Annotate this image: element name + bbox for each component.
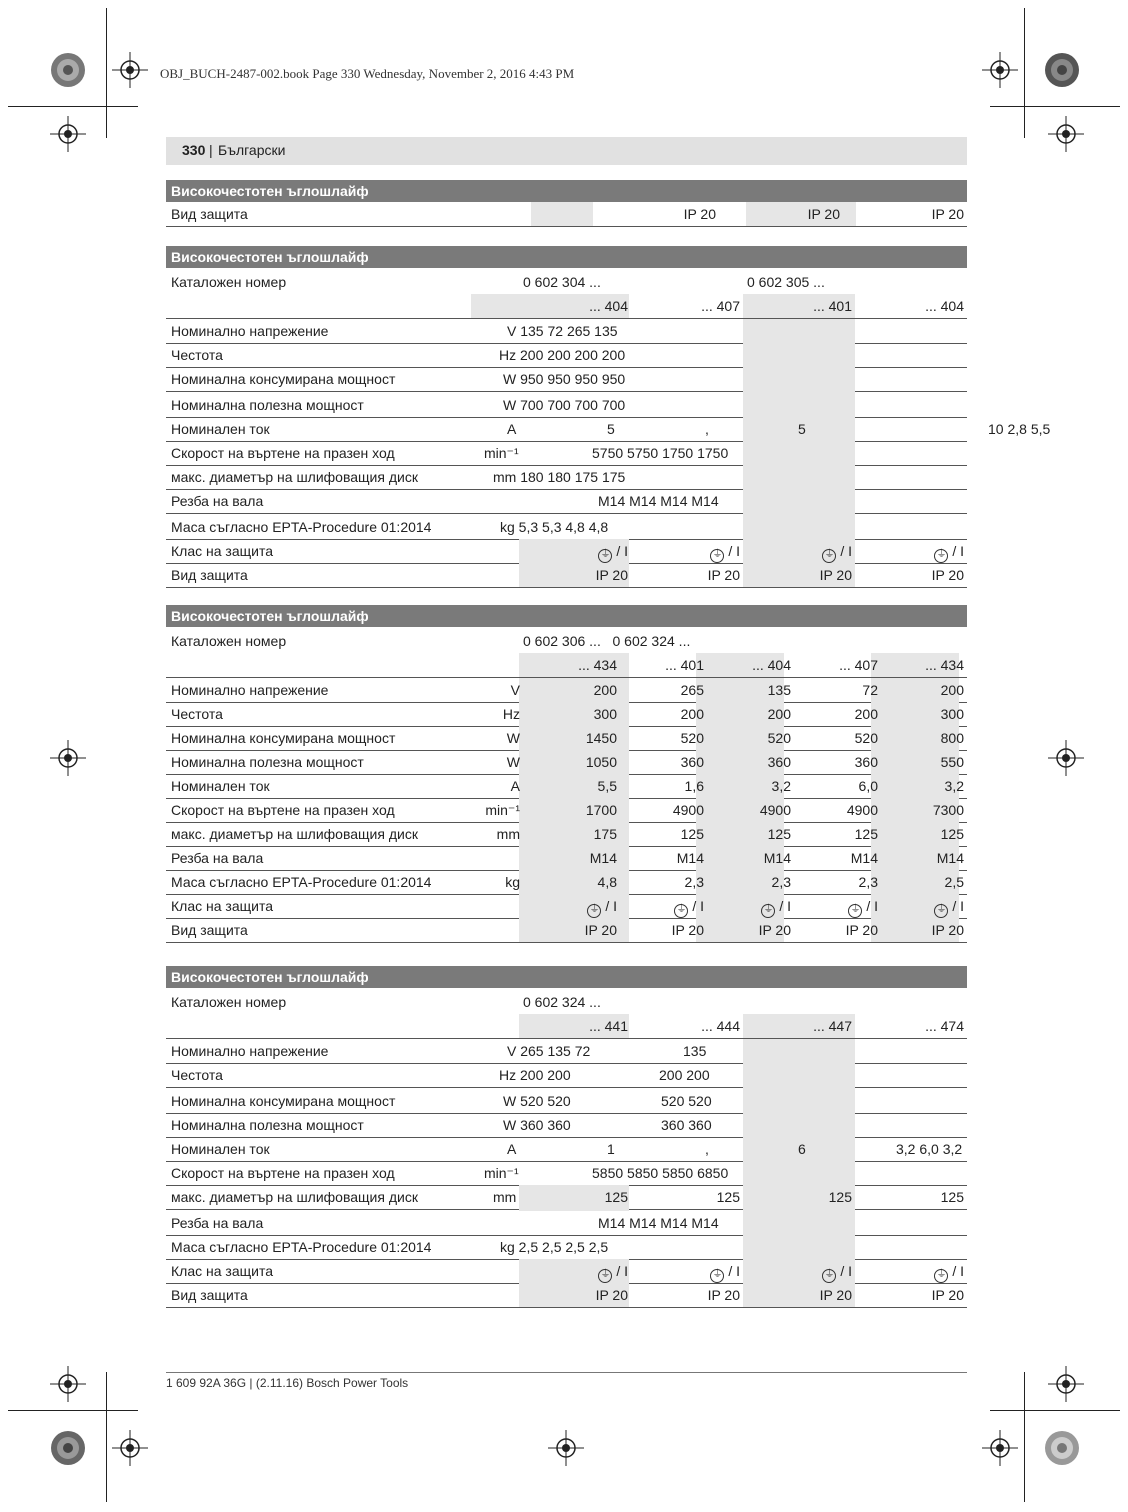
table-row	[166, 1039, 967, 1064]
row-label: Честота	[171, 1067, 223, 1083]
registration-target-icon	[982, 52, 1018, 88]
cell-value: ... 444	[701, 1018, 740, 1034]
cell-value: 300	[593, 706, 617, 722]
cell-value: IP 20	[931, 922, 964, 938]
cell-value: ... 407	[701, 298, 740, 314]
cell-unit: A	[510, 778, 520, 794]
cell-value: 3,2 6,0 3,2	[896, 1141, 963, 1157]
cell-value: IP 20	[758, 922, 791, 938]
cell-value: 2,3	[858, 874, 878, 890]
cell-value: 4,8	[597, 874, 617, 890]
protection-class-icon: ⏚ / I	[710, 1263, 740, 1283]
row-label: макс. диаметър на шлифоващия диск	[171, 1189, 418, 1205]
cell-value: ... 401	[665, 657, 704, 673]
cell-unit: min⁻¹	[484, 445, 519, 461]
table-title: Високочестотен ъглошлайф	[166, 966, 967, 988]
row-label: Резба на вала	[171, 850, 264, 866]
cell-value: 125	[680, 826, 704, 842]
cell-value: W 950 950 950 950	[503, 371, 626, 387]
registration-target-icon	[548, 1430, 584, 1466]
table-row	[166, 465, 967, 490]
cell-value: M14 M14 M14 M14	[598, 1215, 719, 1231]
row-label: Маса съгласно EPTA-Procedure 01:2014	[171, 874, 432, 890]
cell-value: ... 404	[589, 298, 628, 314]
row-label: Клас на защита	[171, 543, 273, 559]
protection-class-icon: ⏚ / I	[761, 898, 791, 918]
cell-value: 265	[680, 682, 704, 698]
protection-class-icon: ⏚ / I	[822, 543, 852, 563]
row-label: Номинална консумирана мощност	[171, 730, 396, 746]
table-row	[166, 202, 967, 227]
row-label: Честота	[171, 347, 223, 363]
table-row	[166, 1113, 967, 1138]
row-label: Клас на защита	[171, 898, 273, 914]
cell-value: IP 20	[584, 922, 617, 938]
cell-value: 360	[767, 754, 791, 770]
cell-value: 200	[680, 706, 704, 722]
protection-class-icon: ⏚ / I	[587, 898, 617, 918]
cell-value: 125	[767, 826, 791, 842]
cell-value: W 360 360	[503, 1117, 571, 1133]
table-row	[166, 417, 967, 442]
row-label: Номинален ток	[171, 421, 270, 437]
cell-value: Hz 200 200	[499, 1067, 571, 1083]
cell-value: 135	[683, 1043, 707, 1059]
table-row	[166, 343, 967, 368]
row-label: Каталожен номер	[171, 633, 287, 649]
cell-value: 5750 5750 1750 1750	[592, 445, 729, 461]
cell-value: 2,3	[684, 874, 704, 890]
table-row	[166, 990, 967, 1014]
row-label: Маса съгласно EPTA-Procedure 01:2014	[171, 1239, 432, 1255]
row-label: Номинална полезна мощност	[171, 1117, 364, 1133]
cell-value: 3,2	[944, 778, 964, 794]
row-label: макс. диаметър на шлифоващия диск	[171, 826, 418, 842]
cell-value: Hz 200 200 200 200	[499, 347, 626, 363]
catalog-number: 0 602 305 ...	[747, 274, 825, 290]
cell-value: 300	[940, 706, 964, 722]
registration-target-icon	[1048, 116, 1084, 152]
table-row	[166, 918, 967, 943]
cell-unit: Hz	[502, 706, 520, 722]
cell-value: 2,5	[944, 874, 964, 890]
cell-value: M14	[589, 850, 617, 866]
cell-value: 3,2	[771, 778, 791, 794]
cell-value: IP 20	[931, 206, 964, 222]
cell-value: V 135 72 265 135	[507, 323, 618, 339]
row-label: Вид защита	[171, 567, 248, 583]
table-row	[166, 515, 967, 540]
row-label: Честота	[171, 706, 223, 722]
cell-value: 72	[862, 682, 878, 698]
row-label: Номинална консумирана мощност	[171, 1093, 396, 1109]
cell-value: V 265 135 72	[507, 1043, 591, 1059]
row-label: Номинален ток	[171, 1141, 270, 1157]
cell-value: 5	[798, 421, 806, 437]
table-row	[166, 1259, 967, 1284]
cell-value: 360	[854, 754, 878, 770]
cell-value: 520	[767, 730, 791, 746]
registration-target-icon	[1048, 1366, 1084, 1402]
cell-value: 360	[680, 754, 704, 770]
crop-mark	[990, 1410, 1120, 1411]
cell-value: ... 404	[752, 657, 791, 673]
catalog-number: 0 602 324 ...	[523, 994, 601, 1010]
table-title: Високочестотен ъглошлайф	[166, 180, 967, 202]
table-row	[166, 1161, 967, 1186]
catalog-number: 0 602 304 ...	[523, 274, 601, 290]
cell-value: kg 5,3 5,3 4,8 4,8	[500, 519, 609, 535]
cell-value: 200	[940, 682, 964, 698]
cell-unit: W	[506, 754, 520, 770]
cell-value: ,	[705, 421, 709, 437]
cell-value: IP 20	[595, 567, 628, 583]
row-label: Каталожен номер	[171, 994, 287, 1010]
cell-value: 7300	[932, 802, 964, 818]
row-label: Скорост на въртене на празен ход	[171, 1165, 395, 1181]
cell-value: IP 20	[707, 1287, 740, 1303]
cell-unit: V	[510, 682, 520, 698]
protection-class-icon: ⏚ / I	[710, 543, 740, 563]
registration-target-icon	[50, 116, 86, 152]
protection-class-icon: ⏚ / I	[822, 1263, 852, 1283]
cell-value: ... 447	[813, 1018, 852, 1034]
cell-value: M14	[850, 850, 878, 866]
table-row	[166, 489, 967, 514]
table-row	[166, 1063, 967, 1088]
cell-value: 200 200	[659, 1067, 710, 1083]
table-row	[166, 1185, 967, 1210]
cell-value: 4900	[759, 802, 791, 818]
color-wheel-icon	[50, 52, 86, 88]
cell-value: 5	[607, 421, 615, 437]
cell-value: 4900	[846, 802, 878, 818]
table-row	[166, 270, 967, 294]
row-label: Скорост на въртене на празен ход	[171, 802, 395, 818]
table-row	[166, 319, 967, 344]
cell-value: 125	[940, 826, 964, 842]
cell-unit: A	[507, 1141, 517, 1157]
table-row	[166, 393, 967, 418]
cell-value: 6	[798, 1141, 806, 1157]
color-wheel-icon	[1044, 52, 1080, 88]
page-header-band	[166, 137, 967, 165]
row-label: Каталожен номер	[171, 274, 287, 290]
cell-value: 1700	[585, 802, 617, 818]
cell-value: 2,3	[771, 874, 791, 890]
cell-value: 800	[940, 730, 964, 746]
table-row	[166, 1283, 967, 1308]
cell-unit: A	[507, 421, 517, 437]
cell-value: 5850 5850 5850 6850	[592, 1165, 729, 1181]
cell-value: 125	[828, 1189, 852, 1205]
cell-unit: min⁻¹	[485, 802, 520, 818]
cell-value: IP 20	[683, 206, 716, 222]
row-label: Номинална полезна мощност	[171, 397, 364, 413]
cell-value: 125	[604, 1189, 628, 1205]
cell-unit: min⁻¹	[484, 1165, 519, 1181]
row-label: Скорост на въртене на празен ход	[171, 445, 395, 461]
cell-value: M14	[763, 850, 791, 866]
cell-value: IP 20	[845, 922, 878, 938]
cell-value: M14 M14 M14 M14	[598, 493, 719, 509]
table-row	[166, 750, 967, 775]
cell-value: 550	[940, 754, 964, 770]
cell-value: ... 474	[925, 1018, 964, 1034]
registration-target-icon	[50, 740, 86, 776]
row-label: Номинално напрежение	[171, 323, 329, 339]
stray-current-values: 10 2,8 5,5	[988, 421, 1051, 437]
crop-mark	[990, 106, 1120, 107]
cell-value: IP 20	[931, 1287, 964, 1303]
protection-class-icon: ⏚ / I	[934, 1263, 964, 1283]
table-row	[166, 539, 967, 564]
color-wheel-icon	[1044, 1430, 1080, 1466]
table-row	[166, 1014, 967, 1039]
row-label: Номинално напрежение	[171, 682, 329, 698]
table-row	[166, 822, 967, 847]
table-row	[166, 870, 967, 895]
cell-value: 200	[767, 706, 791, 722]
cell-value: ... 407	[839, 657, 878, 673]
cell-value: 125	[940, 1189, 964, 1205]
cell-value: IP 20	[807, 206, 840, 222]
cell-value: 1050	[585, 754, 617, 770]
row-label: Вид защита	[171, 1287, 248, 1303]
protection-class-icon: ⏚ / I	[598, 1263, 628, 1283]
page-footer: 1 609 92A 36G | (2.11.16) Bosch Power Tools	[166, 1376, 409, 1390]
protection-class-icon: ⏚ / I	[934, 898, 964, 918]
cell-value: kg 2,5 2,5 2,5 2,5	[500, 1239, 609, 1255]
row-label: Маса съгласно EPTA-Procedure 01:2014	[171, 519, 432, 535]
table-row	[166, 629, 967, 653]
protection-class-icon: ⏚ / I	[848, 898, 878, 918]
row-label: Резба на вала	[171, 493, 264, 509]
table-row	[166, 1089, 967, 1114]
page-separator: |	[209, 142, 213, 158]
cell-value: ... 404	[925, 298, 964, 314]
cell-value: 520 520	[661, 1093, 712, 1109]
registration-target-icon	[50, 1366, 86, 1402]
registration-target-icon	[982, 1430, 1018, 1466]
row-label: Резба на вала	[171, 1215, 264, 1231]
cell-value: 360 360	[661, 1117, 712, 1133]
cell-value: IP 20	[819, 1287, 852, 1303]
crop-mark	[106, 8, 107, 138]
row-label: Вид защита	[171, 206, 248, 222]
footer-rule	[166, 1372, 967, 1373]
table-row	[166, 678, 967, 703]
table-row	[166, 367, 967, 392]
cell-value: ... 401	[813, 298, 852, 314]
cell-value: W 520 520	[503, 1093, 571, 1109]
cell-value: 5,5	[597, 778, 617, 794]
page-number: 330	[182, 142, 206, 158]
cell-value: 125	[716, 1189, 740, 1205]
cell-value: 4900	[672, 802, 704, 818]
cell-unit: kg	[505, 874, 520, 890]
table-title: Високочестотен ъглошлайф	[166, 246, 967, 268]
cell-value: 200	[593, 682, 617, 698]
crop-mark	[1024, 1372, 1025, 1502]
cell-value: ... 441	[589, 1018, 628, 1034]
registration-target-icon	[112, 1430, 148, 1466]
cell-value: 200	[854, 706, 878, 722]
table-row	[166, 774, 967, 799]
crop-mark	[8, 1410, 138, 1411]
catalog-number: 0 602 306 ... 0 602 324 ...	[523, 633, 691, 649]
cell-unit: mm	[496, 826, 520, 842]
table-row	[166, 726, 967, 751]
table-row	[166, 563, 967, 588]
table-row	[166, 1137, 967, 1162]
cell-value: 520	[680, 730, 704, 746]
cell-value: 6,0	[858, 778, 878, 794]
row-label: Вид защита	[171, 922, 248, 938]
table-row	[166, 294, 967, 319]
cell-value: M14	[936, 850, 964, 866]
row-label: Номинална консумирана мощност	[171, 371, 396, 387]
color-wheel-icon	[50, 1430, 86, 1466]
cell-value: IP 20	[671, 922, 704, 938]
cell-value: 520	[854, 730, 878, 746]
row-label: Номинално напрежение	[171, 1043, 329, 1059]
table-row	[166, 846, 967, 871]
registration-target-icon	[112, 52, 148, 88]
cell-value: 1450	[585, 730, 617, 746]
cell-value: 1	[607, 1141, 615, 1157]
cell-value: ,	[705, 1141, 709, 1157]
cell-value: M14	[676, 850, 704, 866]
registration-target-icon	[1048, 740, 1084, 776]
cell-value: ... 434	[578, 657, 617, 673]
cell-value: mm 180 180 175 175	[493, 469, 626, 485]
cell-unit: mm	[493, 1189, 517, 1205]
crop-mark	[1024, 8, 1025, 138]
protection-class-icon: ⏚ / I	[598, 543, 628, 563]
cell-value: ... 434	[925, 657, 964, 673]
row-label: Номинален ток	[171, 778, 270, 794]
row-label: Номинална полезна мощност	[171, 754, 364, 770]
cell-value: IP 20	[595, 1287, 628, 1303]
table-row	[166, 798, 967, 823]
cell-unit: W	[506, 730, 520, 746]
table-row	[166, 894, 967, 919]
page-language: Български	[218, 142, 286, 158]
crop-mark	[8, 106, 138, 107]
row-label: макс. диаметър на шлифоващия диск	[171, 469, 418, 485]
cell-value: 135	[767, 682, 791, 698]
table-row	[166, 441, 967, 466]
row-label: Клас на защита	[171, 1263, 273, 1279]
cell-value: IP 20	[819, 567, 852, 583]
cell-value: 125	[854, 826, 878, 842]
table-row	[166, 653, 967, 678]
cell-value: IP 20	[931, 567, 964, 583]
cell-value: 1,6	[684, 778, 704, 794]
cell-value: IP 20	[707, 567, 740, 583]
table-title: Високочестотен ъглошлайф	[166, 605, 967, 627]
protection-class-icon: ⏚ / I	[934, 543, 964, 563]
protection-class-icon: ⏚ / I	[674, 898, 704, 918]
table-row	[166, 1211, 967, 1236]
print-header: OBJ_BUCH-2487-002.book Page 330 Wednesday, November 2, 2016 4:43 PM	[160, 66, 575, 81]
cell-value: 175	[593, 826, 617, 842]
table-row	[166, 1235, 967, 1260]
cell-value: W 700 700 700 700	[503, 397, 626, 413]
crop-mark	[106, 1372, 107, 1502]
table-row	[166, 702, 967, 727]
